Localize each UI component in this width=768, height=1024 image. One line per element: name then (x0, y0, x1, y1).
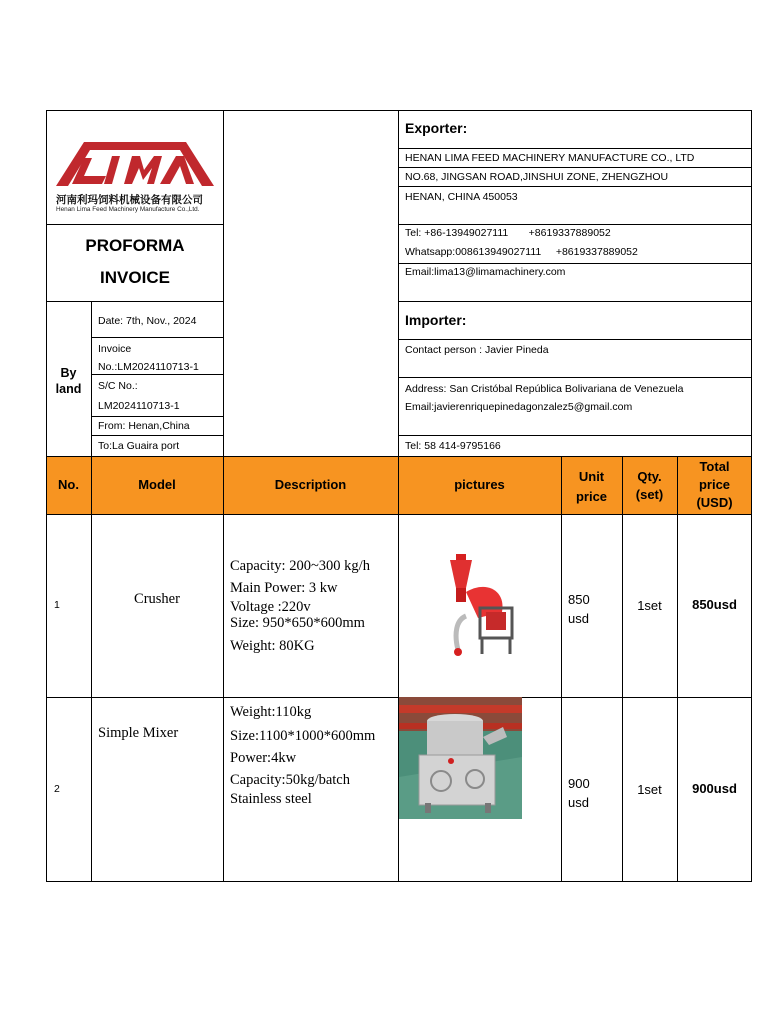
by-land-line1: By (60, 366, 77, 380)
importer-contact: Contact person : Javier Pineda (405, 344, 549, 356)
divider-h (398, 224, 752, 225)
col-header-qty-1: Qty. (637, 469, 662, 484)
divider-h (91, 374, 224, 375)
divider-h (398, 377, 752, 378)
col-header-unit-price-1: Unit (578, 469, 605, 484)
company-logo (54, 136, 216, 216)
row-1-desc-1: Capacity: 200~300 kg/h (230, 558, 370, 574)
lima-logo-mark (54, 136, 216, 188)
row-1-qty: 1set (637, 598, 662, 613)
divider-h (91, 435, 224, 436)
exporter-whatsapp: Whatsapp:008613949027111 +8619337889052 (405, 246, 638, 258)
row-2-no: 2 (54, 783, 60, 795)
ship-from: From: Henan,China (98, 420, 190, 432)
row-2-desc-4: Capacity:50kg/batch (230, 772, 350, 788)
divider-h (46, 224, 224, 225)
divider-h (398, 186, 752, 187)
importer-heading: Importer: (405, 312, 467, 328)
by-land-line2: land (55, 382, 82, 396)
col-header-model: Model (138, 477, 176, 492)
divider-v (622, 456, 623, 882)
sc-number: LM2024110713-1 (98, 400, 180, 412)
logo-chinese-name: 河南利玛饲料机械设备有限公司 (56, 194, 203, 206)
col-header-no: No. (58, 477, 79, 492)
row-1-unit-price-2: usd (568, 611, 589, 626)
col-header-qty-2: (set) (635, 487, 664, 502)
invoice-date: Date: 7th, Nov., 2024 (98, 315, 197, 327)
sc-number-label: S/C No.: (98, 380, 138, 392)
ship-to: To:La Guaira port (98, 440, 180, 452)
row-1-desc-3: Voltage :220v (230, 599, 311, 615)
col-header-total-1: Total (699, 459, 730, 474)
importer-email[interactable]: Email:javierenriquepinedagonzalez5@gmail.com (405, 401, 633, 413)
divider-h (46, 514, 752, 515)
divider-v (561, 456, 562, 882)
row-2-unit-price-2: usd (568, 795, 589, 810)
divider-v (91, 456, 92, 882)
row-2-model: Simple Mixer (98, 725, 179, 741)
importer-tel: Tel: 58 414-9795166 (405, 440, 501, 452)
exporter-heading: Exporter: (405, 120, 468, 136)
col-header-description: Description (274, 477, 347, 492)
exporter-address-1: NO.68, JINGSAN ROAD,JINSHUI ZONE, ZHENGZHOU (405, 171, 669, 183)
divider-h (398, 301, 752, 302)
col-header-pictures: pictures (454, 477, 505, 492)
row-2-desc-3: Power:4kw (230, 750, 297, 766)
importer-address: Address: San Cristóbal República Bolivariana de Venezuela (405, 383, 684, 395)
row-1-desc-4: Size: 950*650*600mm (230, 615, 365, 631)
row-2-desc-5: Stainless steel (230, 791, 312, 807)
invoice-number: No.:LM2024110713-1 (98, 361, 199, 373)
row-2-unit-price-1: 900 (568, 776, 590, 791)
divider-h (398, 435, 752, 436)
divider-h (398, 148, 752, 149)
row-1-no: 1 (54, 599, 60, 611)
col-header-total-2: price (698, 477, 731, 492)
logo-english-name: Henan Lima Feed Machinery Manufacture Co.,Ltd. (56, 206, 200, 213)
doc-title-line1: PROFORMA (85, 236, 185, 255)
border-top (46, 110, 752, 111)
row-1-model: Crusher (134, 591, 180, 607)
row-2-desc-1: Weight:110kg (230, 704, 312, 720)
doc-title-line2: INVOICE (100, 268, 170, 287)
row-2-desc-2: Size:1100*1000*600mm (230, 728, 376, 744)
row-2-mixer-image (399, 697, 522, 819)
col-header-total-3: (USD) (696, 495, 733, 510)
divider-h (398, 263, 752, 264)
row-1-total: 850usd (692, 597, 737, 612)
exporter-email[interactable]: Email:lima13@limamachinery.com (405, 266, 566, 278)
row-2-qty: 1set (637, 782, 662, 797)
border-left (46, 110, 47, 882)
divider-h (46, 301, 224, 302)
row-1-desc-5: Weight: 80KG (230, 638, 315, 654)
divider-v (91, 301, 92, 456)
divider-h (91, 337, 224, 338)
row-1-unit-price-1: 850 (568, 592, 590, 607)
divider-h (398, 167, 752, 168)
exporter-tel: Tel: +86-13949027111 +8619337889052 (405, 227, 611, 239)
col-header-unit-price-2: price (575, 489, 608, 504)
proforma-invoice (46, 110, 752, 882)
row-1-desc-2: Main Power: 3 kw (230, 580, 338, 596)
exporter-company: HENAN LIMA FEED MACHINERY MANUFACTURE CO., LTD (405, 152, 695, 164)
divider-h (46, 456, 752, 457)
row-2-total: 900usd (692, 781, 737, 796)
border-bottom (46, 881, 752, 882)
invoice-number-label: Invoice (98, 343, 132, 355)
divider-h (91, 416, 224, 417)
exporter-address-2: HENAN, CHINA 450053 (405, 191, 518, 203)
divider-h (398, 339, 752, 340)
row-1-crusher-image (436, 550, 526, 660)
divider-v (223, 110, 224, 882)
divider-v (677, 456, 678, 882)
